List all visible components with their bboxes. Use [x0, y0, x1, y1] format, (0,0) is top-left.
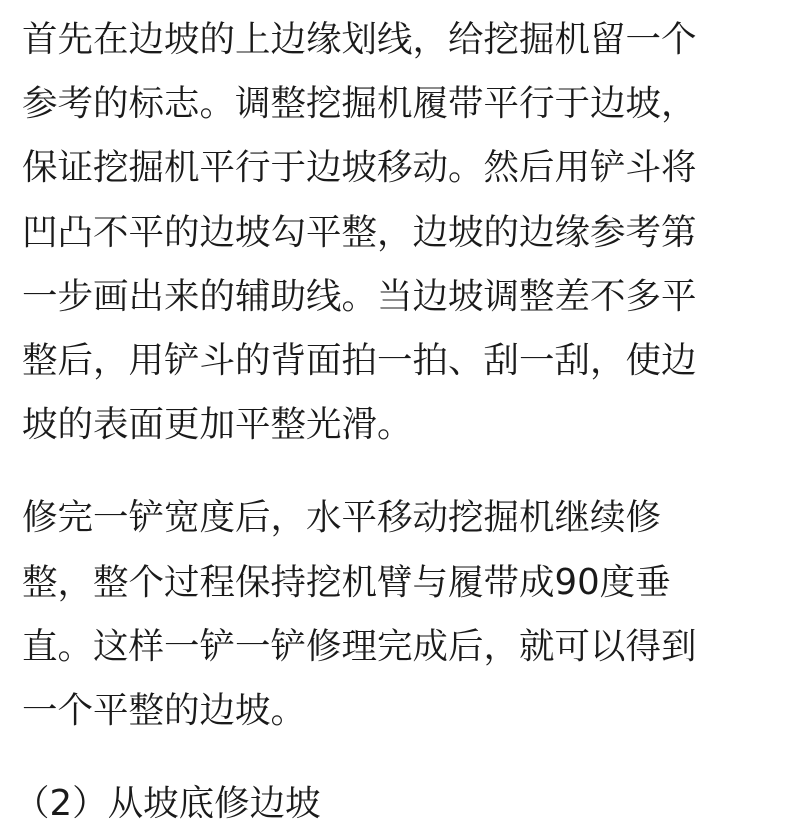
- text-line: 一个平整的边坡。: [22, 689, 307, 731]
- paragraph-spacer: [22, 743, 782, 772]
- paragraph-2: [22, 486, 782, 743]
- paragraph-spacer: [22, 457, 782, 486]
- text-line: 整后，用铲斗的背面拍一拍、刮一刮，使边: [22, 339, 697, 381]
- text-line: 直。这样一铲一铲修理完成后，就可以得到: [22, 625, 697, 667]
- text-line: 首先在边坡的上边缘划线，给挖掘机留一个: [22, 19, 697, 60]
- text-line: 修完一铲宽度后，水平移动挖掘机继续修: [22, 497, 662, 539]
- text-line: 一步画出来的辅助线。当边坡调整差不多平: [22, 275, 697, 317]
- section-heading: （2）从坡底修边坡: [14, 783, 321, 825]
- text-line: 保证挖掘机平行于边坡移动。然后用铲斗将: [22, 147, 697, 189]
- paragraph-1: [22, 8, 782, 457]
- article-body: [14, 8, 782, 836]
- text-line: 参考的标志。调整挖掘机履带平行于边坡，: [22, 83, 697, 125]
- text-line: 凹凸不平的边坡勾平整，边坡的边缘参考第: [22, 211, 697, 253]
- text-line: 整，整个过程保持挖机臂与履带成90度垂: [22, 561, 671, 603]
- text-line: 坡的表面更加平整光滑。: [22, 404, 413, 446]
